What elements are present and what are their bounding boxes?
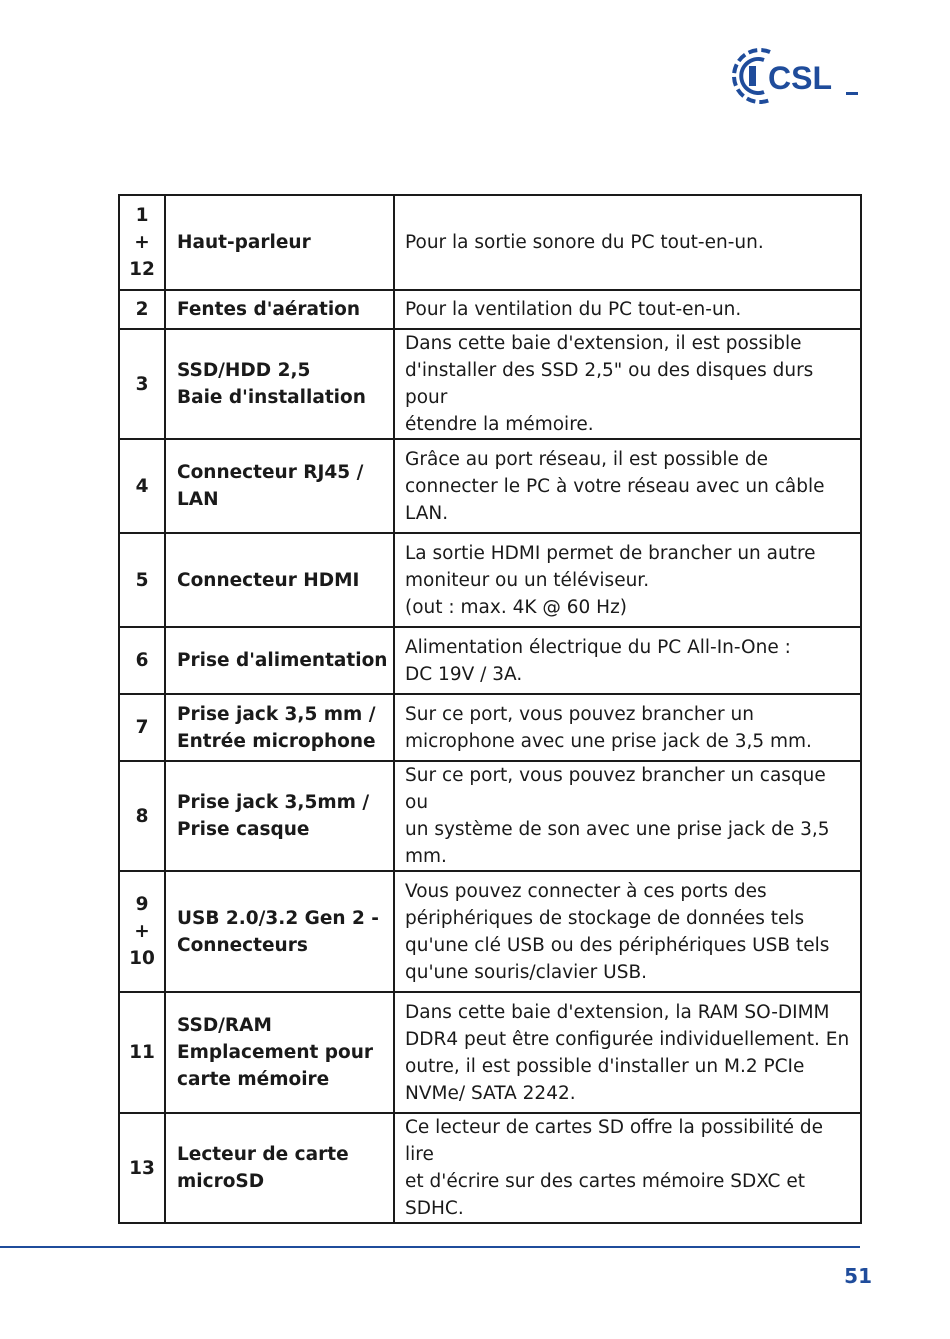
row-number: 13 bbox=[119, 1113, 165, 1223]
row-number: 1 + 12 bbox=[119, 195, 165, 290]
connector-name: SSD/RAM Emplacement pour carte mémoire bbox=[165, 992, 394, 1113]
connector-description: Vous pouvez connecter à ces ports des périphériques de stockage de données tels qu'une clé USB ou des périphériques USB tels qu'une souris/clavier USB. bbox=[394, 871, 861, 992]
connector-table bbox=[118, 194, 862, 1224]
footer-divider bbox=[0, 1246, 860, 1248]
row-number: 2 bbox=[119, 290, 165, 329]
table-row bbox=[119, 992, 861, 1113]
table-row bbox=[119, 761, 861, 871]
csl-logo bbox=[730, 44, 865, 108]
connector-name: Connecteur RJ45 / LAN bbox=[165, 439, 394, 533]
connector-description: Pour la ventilation du PC tout-en-un. bbox=[394, 290, 861, 329]
connector-name: Prise jack 3,5 mm / Entrée microphone bbox=[165, 694, 394, 761]
connector-name: USB 2.0/3.2 Gen 2 - Connecteurs bbox=[165, 871, 394, 992]
connector-name: Prise jack 3,5mm / Prise casque bbox=[165, 761, 394, 871]
row-number: 8 bbox=[119, 761, 165, 871]
row-number: 5 bbox=[119, 533, 165, 627]
row-number: 4 bbox=[119, 439, 165, 533]
connector-name: Connecteur HDMI bbox=[165, 533, 394, 627]
csl-logo-mark bbox=[730, 44, 865, 108]
connector-description: Dans cette baie d'extension, il est possible d'installer des SSD 2,5" ou des disques durs pour étendre la mémoire. bbox=[394, 329, 861, 439]
connector-name: Prise d'alimentation bbox=[165, 627, 394, 694]
connector-description: Sur ce port, vous pouvez brancher un microphone avec une prise jack de 3,5 mm. bbox=[394, 694, 861, 761]
row-number: 6 bbox=[119, 627, 165, 694]
table-row bbox=[119, 1113, 861, 1223]
table-row bbox=[119, 195, 861, 290]
row-number: 11 bbox=[119, 992, 165, 1113]
table-row bbox=[119, 871, 861, 992]
connector-name: SSD/HDD 2,5 Baie d'installation bbox=[165, 329, 394, 439]
connector-name: Fentes d'aération bbox=[165, 290, 394, 329]
connector-description: Alimentation électrique du PC All-In-One : DC 19V / 3A. bbox=[394, 627, 861, 694]
connector-description: Dans cette baie d'extension, la RAM SO-DIMM DDR4 peut être configurée individuellement. En outre, il est possible d'installer un M.2 PCIe NVMe/ SATA 2242. bbox=[394, 992, 861, 1113]
connector-description: La sortie HDMI permet de brancher un autre moniteur ou un téléviseur. (out : max. 4K @ 60 Hz) bbox=[394, 533, 861, 627]
connector-description: Pour la sortie sonore du PC tout-en-un. bbox=[394, 195, 861, 290]
table-row bbox=[119, 290, 861, 329]
table-row bbox=[119, 533, 861, 627]
table-row bbox=[119, 627, 861, 694]
connector-name: Haut-parleur bbox=[165, 195, 394, 290]
connector-description: Sur ce port, vous pouvez brancher un casque ou un système de son avec une prise jack de 3,5 mm. bbox=[394, 761, 861, 871]
row-number: 9 + 10 bbox=[119, 871, 165, 992]
row-number: 7 bbox=[119, 694, 165, 761]
logo-text: CSL bbox=[768, 60, 832, 96]
row-number: 3 bbox=[119, 329, 165, 439]
table-row bbox=[119, 694, 861, 761]
table-row bbox=[119, 329, 861, 439]
table-row bbox=[119, 439, 861, 533]
connector-name: Lecteur de carte microSD bbox=[165, 1113, 394, 1223]
connector-description: Grâce au port réseau, il est possible de connecter le PC à votre réseau avec un câble LAN. bbox=[394, 439, 861, 533]
connector-table-body bbox=[119, 195, 861, 1223]
page-number: 51 bbox=[844, 1264, 872, 1288]
connector-description: Ce lecteur de cartes SD offre la possibilité de lire et d'écrire sur des cartes mémoire SDXC et SDHC. bbox=[394, 1113, 861, 1223]
